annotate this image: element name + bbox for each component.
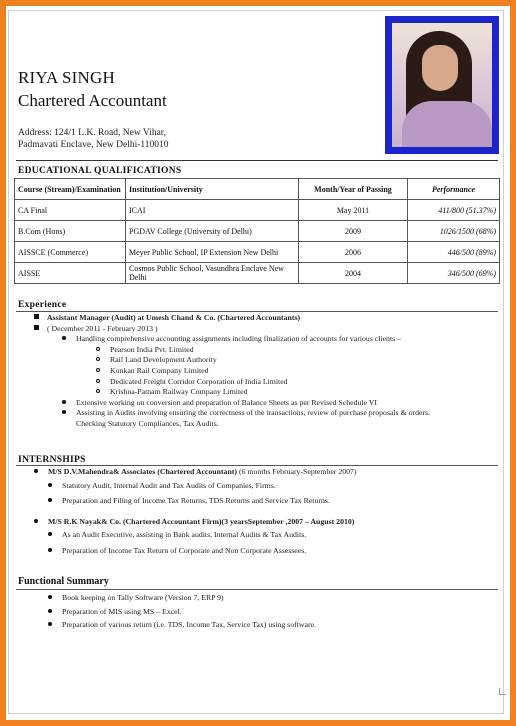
- divider: [16, 311, 498, 312]
- list-item: Book keeping on Tally Software (Version 7, ERP 9): [62, 593, 224, 602]
- table-row: B.Com (Hons) PGDAV College (University of Delhi) 2009 1026/1500 (68%): [15, 221, 500, 242]
- divider: [16, 465, 498, 466]
- circle-bullet-icon: [96, 347, 100, 351]
- functional-summary-heading: Functional Summary: [18, 576, 109, 587]
- list-item: Preparation of Income Tax Return of Corporate and Non Corporate Assessees.: [62, 545, 307, 555]
- list-item: Preparation and Filing of Income Tax Returns, TDS Returns and Service Tax Returns.: [62, 496, 330, 506]
- bullet-icon: [62, 336, 66, 340]
- list-item: Preparation of various return (i.e. TDS, Income Tax, Service Tax) using software.: [62, 620, 316, 630]
- list-item: Krishna-Patnam Railway Company Limited: [110, 387, 248, 397]
- circle-bullet-icon: [96, 389, 100, 393]
- list-item: Extensive working on conversion and preparation of Balance Sheets as per Revised Schedule VI: [76, 397, 378, 407]
- internships-heading: INTERNSHIPS: [18, 455, 86, 465]
- bullet-icon: [48, 548, 52, 552]
- divider: [16, 160, 498, 161]
- education-heading: EDUCATIONAL QUALIFICATIONS: [18, 166, 182, 176]
- bullet-icon: [48, 532, 52, 536]
- internships-block: [34, 467, 496, 557]
- circle-bullet-icon: [96, 368, 100, 372]
- list-item: Preparation of MIS using MS – Excel.: [62, 606, 182, 616]
- circle-bullet-icon: [96, 357, 100, 361]
- bullet-icon: [34, 469, 38, 473]
- bullet-icon: [62, 400, 66, 404]
- list-item: Handling comprehensive accounting assignments including finalization of accounts for various clients –: [76, 334, 402, 344]
- candidate-name: RIYA SINGH: [18, 68, 115, 87]
- table-row: AISSCE (Commerce) Meyer Public School, IP Extension New Delhi 2006 446/500 (89%): [15, 242, 500, 263]
- internship-firm: M/S R.K Nayak& Co. (Chartered Accountant Firm)(3 yearsSeptember ,2007 – August 2010): [48, 516, 355, 526]
- column-header: Performance: [408, 179, 500, 200]
- list-item: As an Audit Executive, assisting in Bank audits, Internal Audits & Tax Audits.: [62, 530, 307, 540]
- bullet-icon: [62, 410, 66, 414]
- profile-photo: [385, 16, 499, 154]
- experience-period: ( December 2011 - February 2013 ): [47, 323, 158, 333]
- circle-bullet-icon: [96, 379, 100, 383]
- square-bullet-icon: [34, 325, 39, 330]
- bullet-icon: [34, 519, 38, 523]
- education-table: [14, 178, 500, 284]
- column-header: Course (Stream)/Examination: [15, 179, 126, 200]
- list-item: Checking Statutory Compliances, Tax Audits.: [76, 418, 219, 428]
- table-row: CA Final ICAI May 2011 411/800 (51.37%): [15, 200, 500, 221]
- address: Address: 124/1 L.K. Road, New Vihar, Padmavati Enclave, New Delhi-110010: [18, 128, 169, 150]
- bullet-icon: [48, 595, 52, 599]
- experience-heading: Experience: [18, 300, 67, 310]
- list-item: Statutory Audit, Internal Audit and Tax Audits of Companies, Firms.: [62, 480, 276, 490]
- experience-role: Assistant Manager (Audit) at Umesh Chand & Co. (Chartered Accountants): [47, 313, 301, 322]
- list-item: Pearson India Pvt. Limited: [110, 344, 194, 354]
- list-item: Rail Land Development Authority: [110, 355, 217, 365]
- list-item: Assisting in Audits involving ensuring the correctness of the transactions, review of purchase proposals & orders.: [76, 408, 431, 418]
- table-row: AISSE Cosmos Public School, Vasundhra Enclave New Delhi 2004 346/500 (69%): [15, 263, 500, 284]
- divider: [16, 589, 498, 590]
- list-item: Konkan Rail Company Limited: [110, 365, 209, 375]
- experience-block: [34, 313, 494, 430]
- square-bullet-icon: [34, 314, 39, 319]
- functional-summary-block: [48, 591, 488, 631]
- candidate-title: Chartered Accountant: [18, 91, 167, 110]
- list-item: Dedicated Freight Corridor Corporation of India Limited: [110, 376, 288, 386]
- column-header: Institution/University: [126, 179, 299, 200]
- bullet-icon: [48, 483, 52, 487]
- internship-period: (6 months February-September 2007): [238, 467, 357, 476]
- column-header: Month/Year of Passing: [299, 179, 408, 200]
- bullet-icon: [48, 609, 52, 613]
- bullet-icon: [48, 622, 52, 626]
- internship-firm: M/S D.V.Mahendra& Associates (Chartered Accountant): [48, 467, 237, 476]
- page-corner-mark: [499, 688, 506, 695]
- bullet-icon: [48, 498, 52, 502]
